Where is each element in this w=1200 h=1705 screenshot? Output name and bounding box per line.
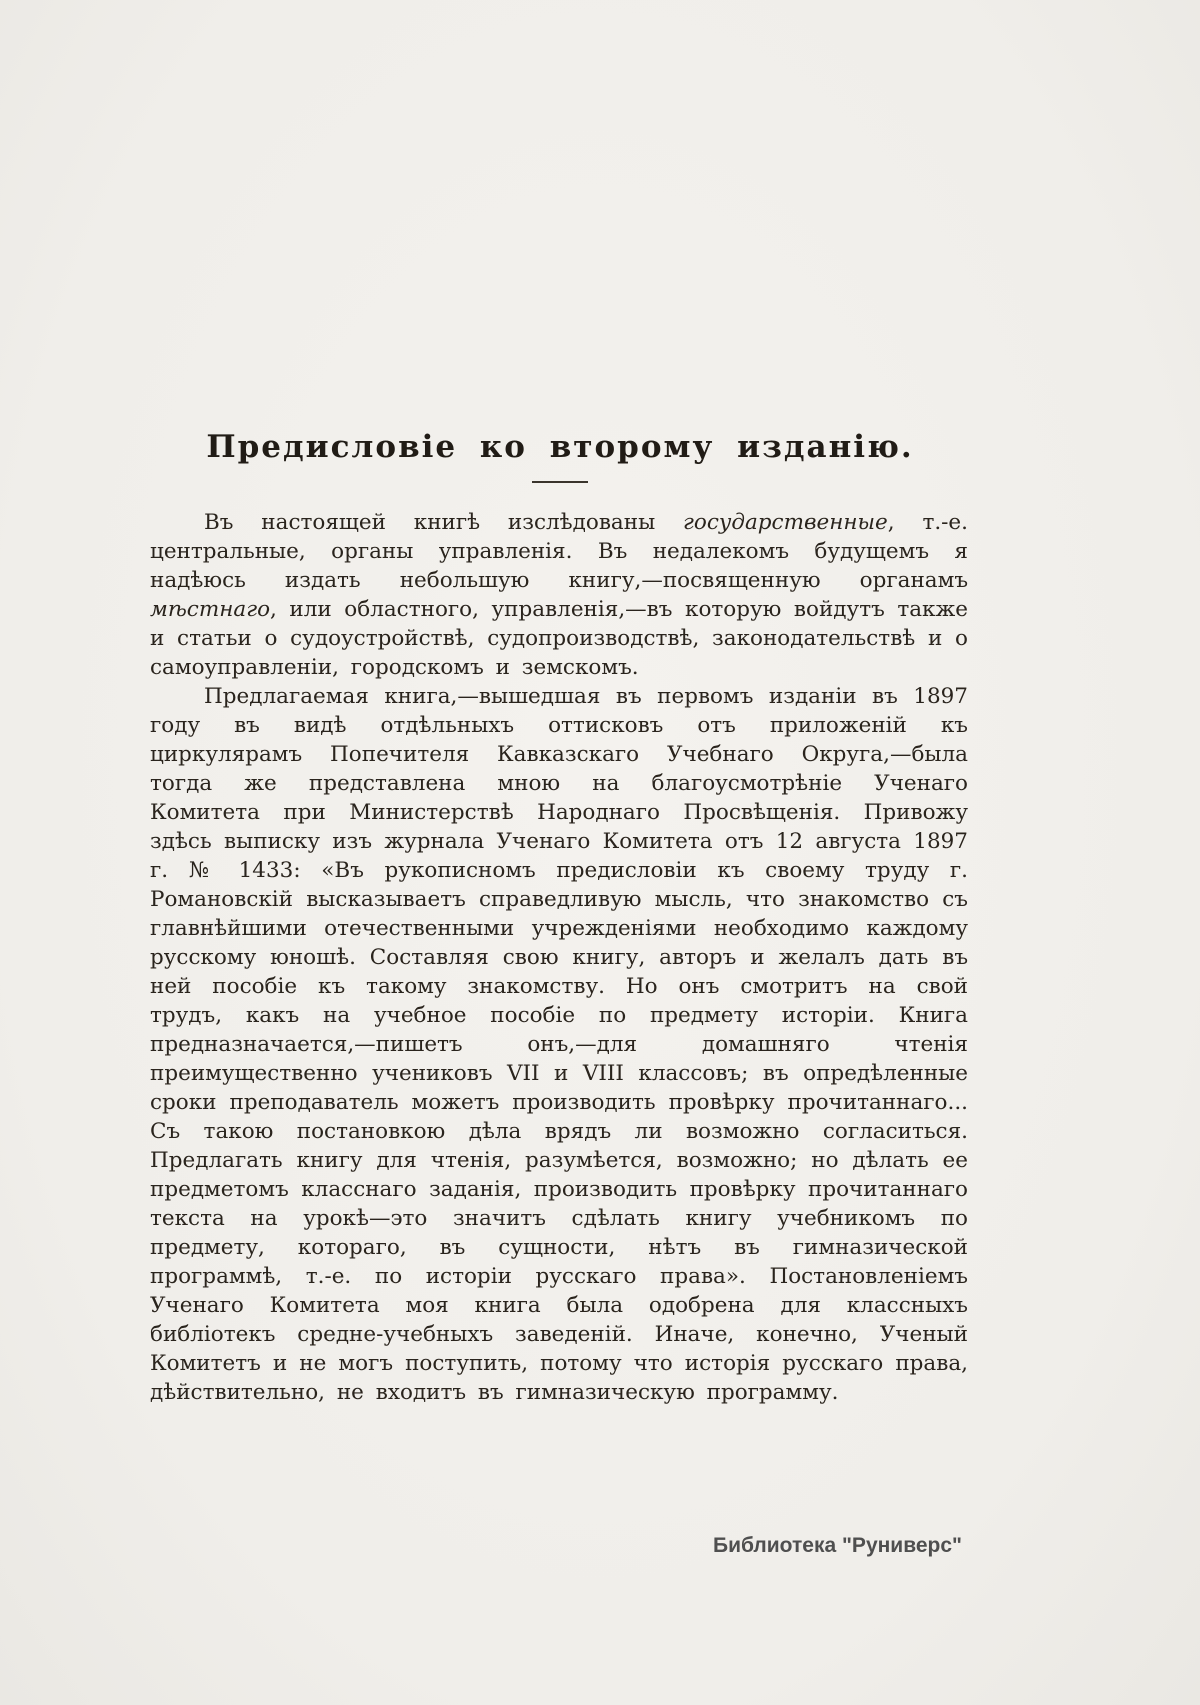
paragraph [150,508,968,682]
body-text: , или областного, управленія,—въ которую войдутъ также и статьи о судоустройствѣ, судопроизводствѣ, законодательствѣ и о самоуправленіи, городскомъ и земскомъ. [150,597,968,680]
emphasized-text: государственные [683,510,888,535]
body-text: Предлагаемая книга,—вышедшая въ первомъ изданіи въ 1897 году въ видѣ отдѣльныхъ оттисковъ отъ приложеній къ циркулярамъ Попечителя Кавказскаго Учебнаго Округа,—была тогда же представлена мною на благоусмотрѣніе Ученаго Комитета при Министерствѣ Народнаго Просвѣщенія. Привожу здѣсь выписку изъ журнала Ученаго Комитета отъ 12 августа 1897 г. № 1433: «Въ рукописномъ предисловіи къ своему труду г. Романовскій высказываетъ справедливую мысль, что знакомство съ главнѣйшими отечественными учрежденіями необходимо каждому русскому юношѣ. Составляя свою книгу, авторъ и желалъ дать въ ней пособіе къ такому знакомству. Но онъ смотритъ на свой трудъ, какъ на учебное пособіе по предмету исторіи. Книга предназначается,—пишетъ онъ,—для домашняго чтенія преимущественно учениковъ VII и VIII классовъ; въ опредѣленные сроки преподаватель можетъ производить провѣрку прочитаннаго... Съ такою постановкою дѣла врядъ ли возможно согласиться. Предлагать книгу для чтенія, разумѣется, возможно; но дѣлать ее предметомъ класснаго заданія, производить провѣрку прочитаннаго текста на урокѣ—это значитъ сдѣлать книгу учебникомъ по предмету, котораго, въ сущности, нѣтъ въ гимназической программѣ, т.-е. по исторіи русскаго права». Постановленіемъ Ученаго Комитета моя книга была одобрена для классныхъ библіотекъ средне-учебныхъ заведеній. Иначе, конечно, Ученый Комитетъ и не могъ поступить, потому что исторія русскаго права, дѣйствительно, не входитъ въ гимназическую программу. [150,684,968,1405]
emphasized-text: мѣстнаго [150,597,271,622]
body-text: , т.-е. центральные, органы управленія. Въ недалекомъ будущемъ я надѣюсь издать небольшую книгу,—посвященную органамъ [150,510,968,593]
paragraph [150,682,968,1407]
section-divider [532,481,588,483]
text-block [150,508,968,1407]
body-text: Въ настоящей книгѣ изслѣдованы [204,510,684,535]
library-watermark: Библиотека "Руниверс" [712,1534,962,1557]
page-title: Предисловіе ко второму изданію. [206,428,914,465]
